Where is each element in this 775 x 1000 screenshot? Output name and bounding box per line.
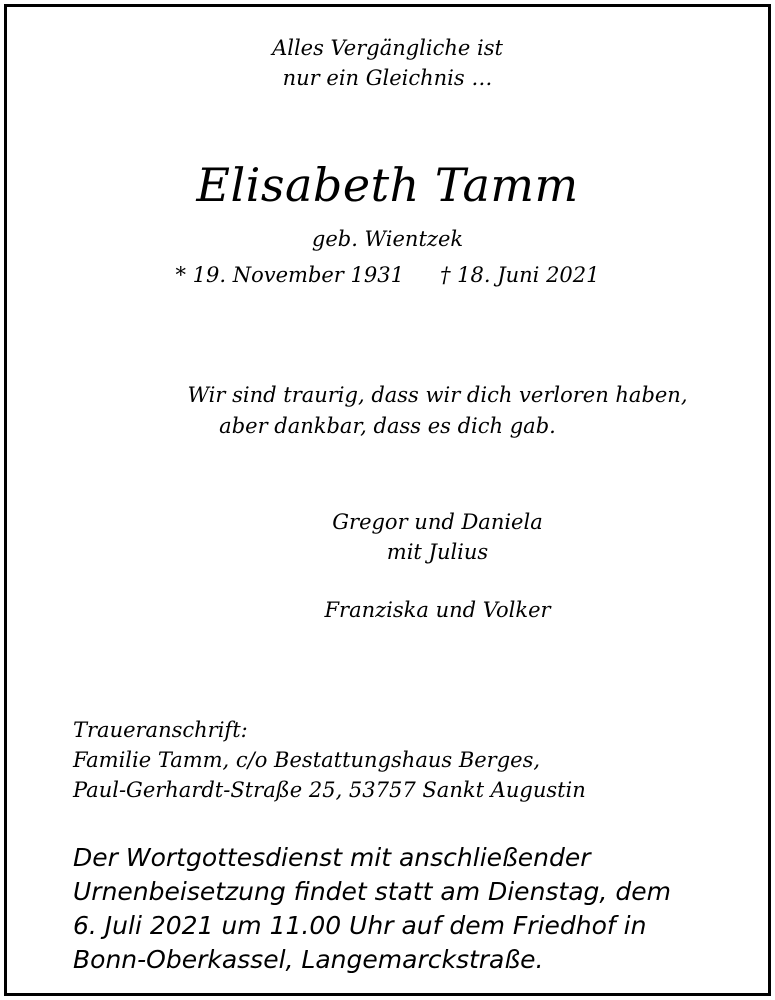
death-date: † 18. Juni 2021 bbox=[439, 263, 600, 287]
motto-line-1: Alles Vergängliche ist bbox=[272, 36, 503, 60]
birth-name: geb. Wientzek bbox=[311, 227, 464, 251]
life-dates bbox=[7, 260, 768, 290]
mourners-group-1-line-2: mit Julius bbox=[386, 540, 489, 564]
service-line-4: Bonn-Oberkassel, Langemarckstraße. bbox=[73, 945, 544, 974]
service-line-1: Der Wortgottesdienst mit anschließender bbox=[73, 843, 591, 872]
address-label: Traueranschrift: bbox=[73, 718, 248, 742]
deceased-name: Elisabeth Tamm bbox=[196, 158, 579, 212]
mourners-group-1-line-1: Gregor und Daniela bbox=[332, 510, 543, 534]
mourners-group-1 bbox=[7, 507, 768, 567]
obituary-notice bbox=[4, 4, 771, 996]
mourning-address bbox=[73, 715, 586, 805]
motto-line-2: nur ein Gleichnis … bbox=[282, 66, 493, 90]
service-announcement bbox=[73, 841, 753, 977]
service-line-2: Urnenbeisetzung findet statt am Dienstag, dem bbox=[73, 877, 671, 906]
quote-line-2: aber dankbar, dass es dich gab. bbox=[219, 414, 556, 438]
mourners-group-2: Franziska und Volker bbox=[324, 598, 551, 622]
birth-date: * 19. November 1931 bbox=[175, 263, 404, 287]
address-line-1: Familie Tamm, c/o Bestattungshaus Berges, bbox=[73, 748, 541, 772]
address-line-2: Paul-Gerhardt-Straße 25, 53757 Sankt Augustin bbox=[73, 778, 586, 802]
motto bbox=[7, 33, 768, 93]
quote-line-1: Wir sind traurig, dass wir dich verloren haben, bbox=[187, 383, 688, 407]
memorial-quote bbox=[7, 380, 768, 442]
service-line-3: 6. Juli 2021 um 11.00 Uhr auf dem Friedhof in bbox=[73, 911, 647, 940]
